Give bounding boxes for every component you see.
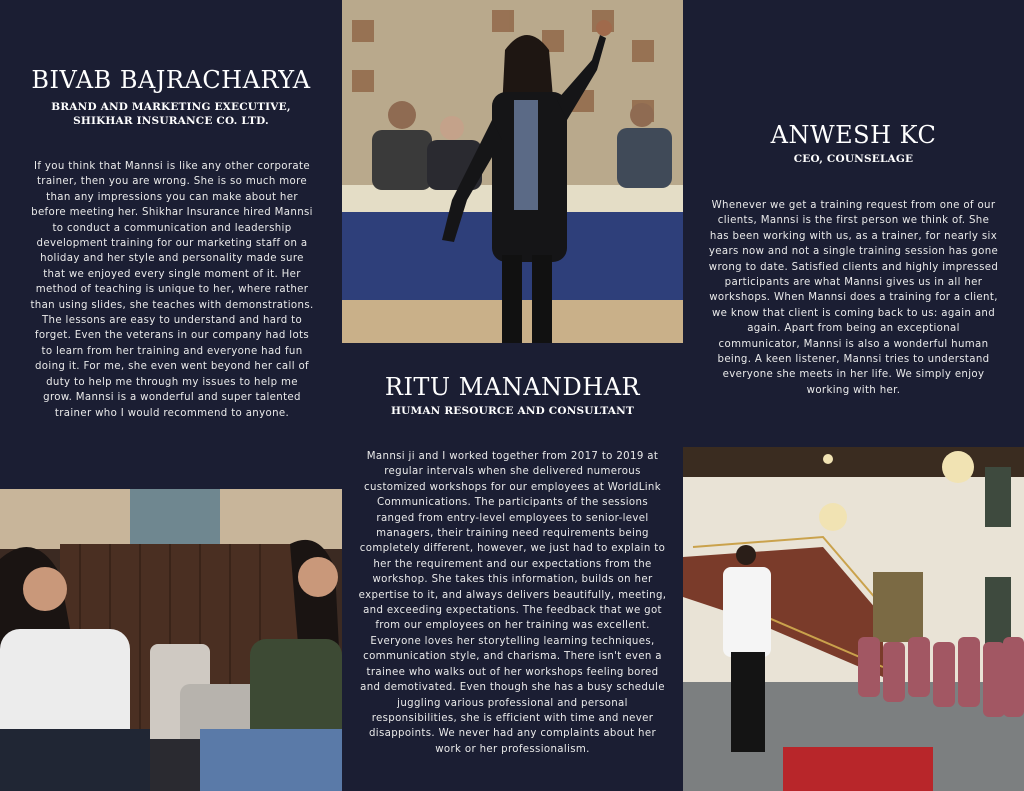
conversation-photo (0, 489, 342, 791)
testimonial-quote: If you think that Mannsi is like any other corporate trainer, then you are wrong. She is so much more than any impressions you can make about her before meeting her. Shikhar Insurance hired Mannsi to conduct a communication and leadership development training for our marketing staff on a holiday and her style and personality made sure that we enjoyed every single moment of it. Her method of teaching is unique to her, where rather than using slides, she teaches with demonstrations. The lessons are easy to understand and hard to forget. Even the veterans in our company had lots to learn from her training and everyone had fun doing it. For me, she even went beyond her call of duty to help me through my issues to help me grow. Mannsi is a wonderful and super talented trainer who I would recommend to anyone. (30, 161, 314, 419)
testimonial-role: HUMAN RESOURCE AND CONSULTANT (391, 405, 634, 417)
testimonial-role: CEO, COUNSELAGE (793, 153, 914, 165)
testimonial-bivab (0, 0, 342, 489)
testimonial-quote: Mannsi ji and I worked together from 2017 to 2019 at regular intervals when she delivered numerous customized workshops for our employees at WorldLink Communications. The participants of the sessions ranged from entry-level employees to senior-level managers, their training need requirements being completely different, however, we just had to explain to her the requirement and our expectations from the workshop. She takes this information, builds on her expertise to it, and always delivers beautifully, meeting, and exceeding expectations. The feedback that we got from our employees on her training was excellent. Everyone loves her storytelling learning techniques, communication style, and charisma. There isn't even a trainee who walks out of her workshops feeling bored and demotivated. Even though she has a busy schedule juggling various professional and personal responsibilities, she is efficient with time and never disappoints. We never had any complaints about her work or her professionalism. (358, 451, 667, 755)
hall-workshop-photo (683, 447, 1024, 791)
testimonial-quote: Whenever we get a training request from one of our clients, Mannsi is the first person we think of. She has been working with us, as a trainer, for nearly six years now and not a single training session has gone wrong to date. Satisfied clients and highly impressed participants are what Mannsi gives us in all her workshops. When Mannsi does a training for a client, we know that client is coming back to us: again and again. Apart from being an exceptional communicator, Mannsi is also a wonderful human being. A keen listener, Mannsi tries to understand everyone she meets in her life. We simply enjoy working with her. (708, 200, 999, 396)
testimonial-anwesh (683, 0, 1024, 447)
testimonial-company: SHIKHAR INSURANCE CO. LTD. (73, 115, 269, 127)
testimonial-ritu (342, 343, 683, 791)
testimonial-name: BIVAB BAJRACHARYA (31, 66, 311, 94)
trainer-speaking-photo (342, 0, 683, 343)
testimonial-name: ANWESH KC (770, 121, 937, 149)
testimonial-name: RITU MANANDHAR (384, 373, 641, 401)
testimonial-role: BRAND AND MARKETING EXECUTIVE, (51, 101, 291, 113)
